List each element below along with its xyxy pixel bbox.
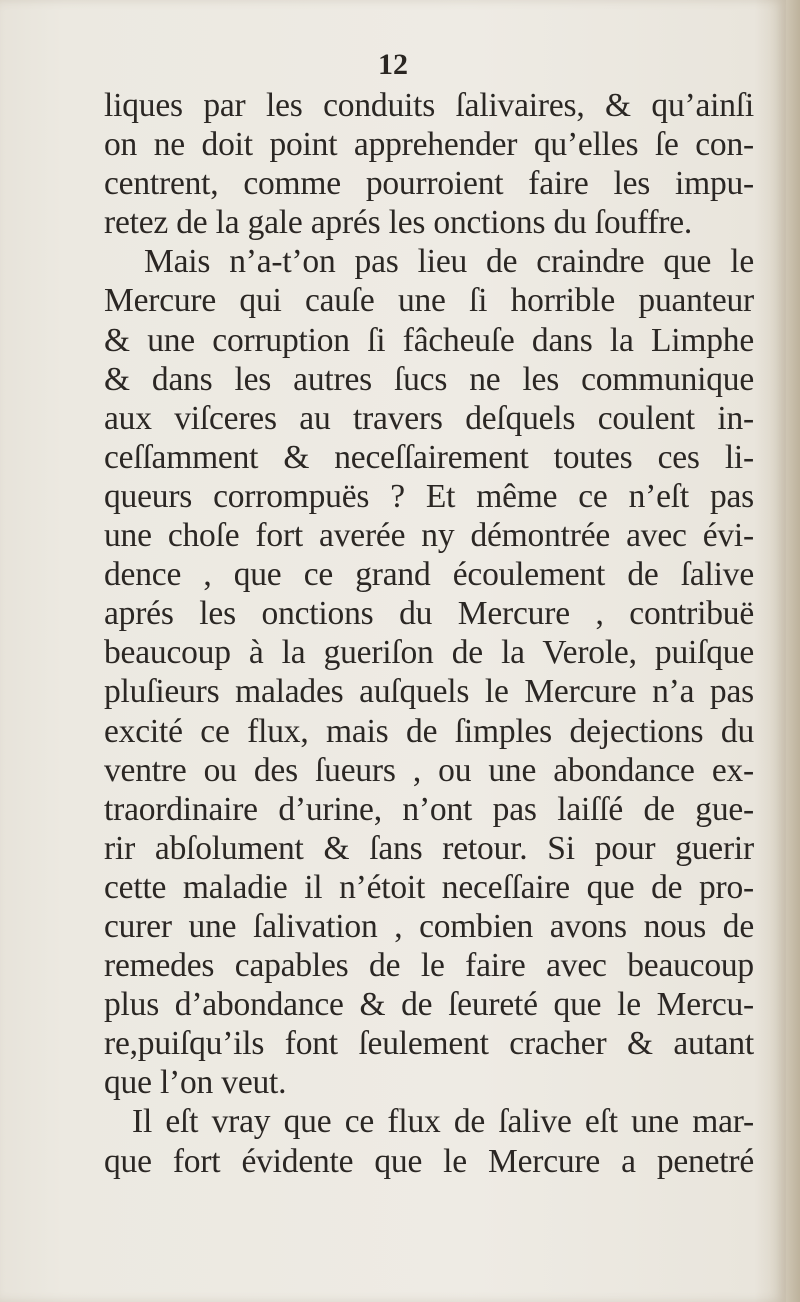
text-line: rir abſolument & ſans retour. Si pour guerir [104,829,754,867]
paragraph-start-line: Il eſt vray que ce flux de ſalive eſt une mar- [132,1103,754,1141]
text-line: centrent, comme pourroient faire les impu- [104,165,754,203]
text-line: que l’on veut. [104,1064,287,1102]
text-line: on ne doit point apprehender qu’elles ſe con- [104,126,754,164]
text-line: beaucoup à la gueriſon de la Verole, puiſque [104,634,754,672]
text-line: curer une ſalivation , combien avons nous de [104,907,754,945]
text-line: re,puiſqu’ils font ſeulement cracher & autant [104,1025,754,1063]
text-line: retez de la gale aprés les onctions du ſouffre. [104,204,693,242]
text-line: pluſieurs malades auſquels le Mercure n’a pas [104,673,754,711]
text-line: excité ce flux, mais de ſimples dejections du [104,712,754,750]
text-line: aux viſceres au travers deſquels coulent in- [104,399,754,437]
text-line: liques par les conduits ſalivaires, & qu’ainſi [104,87,754,124]
text-line: cette maladie il n’étoit neceſſaire que de pro- [104,868,754,906]
body-text [104,86,754,1181]
page-number: 12 [378,48,408,81]
text-line: remedes capables de le faire avec beaucoup [104,947,754,985]
text-line: plus d’abondance & de ſeureté que le Mercu- [104,986,754,1024]
text-line: & une corruption ſi fâcheuſe dans la Limphe [104,321,754,359]
text-line: une choſe fort averée ny démontrée avec évi- [104,517,754,555]
text-line: queurs corrompuës ? Et même ce n’eſt pas [104,477,754,515]
text-line: ceſſamment & neceſſairement toutes ces li- [104,438,754,476]
text-line: ventre ou des ſueurs , ou une abondance ex- [104,751,754,789]
text-line: que fort évidente que le Mercure a penetré [104,1142,754,1180]
text-line: aprés les onctions du Mercure , contribuë [104,595,754,633]
text-line: traordinaire d’urine, n’ont pas laiſſé de gue- [104,790,754,828]
text-line: & dans les autres ſucs ne les communique [104,360,754,398]
paragraph-start-line: Mais n’a-t’on pas lieu de craindre que le [144,243,754,281]
page-edge [786,0,800,1302]
text-line: Mercure qui cauſe une ſi horrible puanteur [104,282,754,320]
text-line: dence , que ce grand écoulement de ſalive [104,556,754,594]
